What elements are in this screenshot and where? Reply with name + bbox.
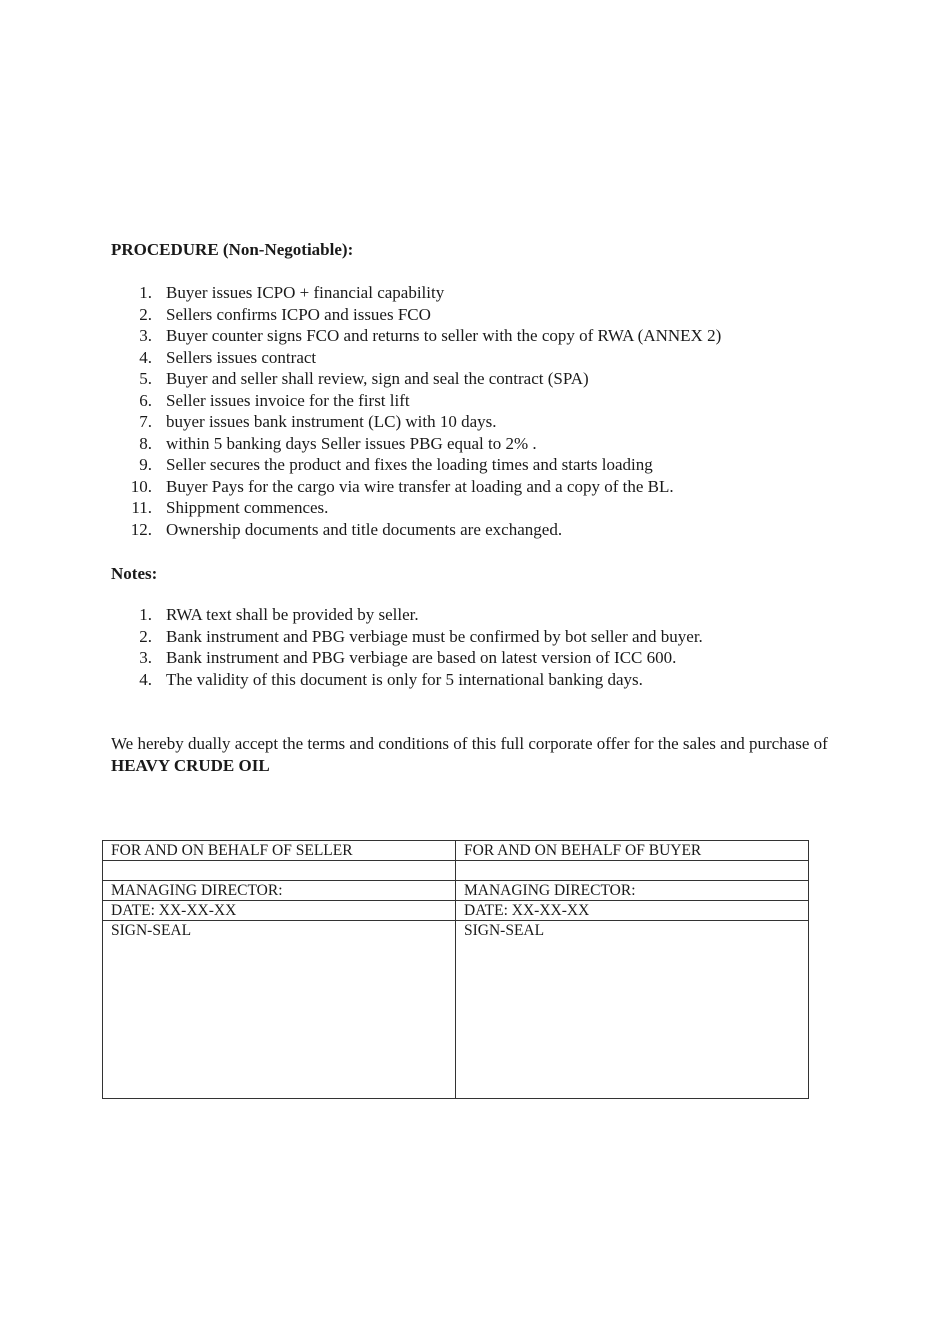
item-number: 3. (139, 326, 152, 345)
item-text: Sellers confirms ICPO and issues FCO (166, 304, 431, 324)
procedure-item (111, 282, 721, 304)
item-number: 4. (139, 347, 152, 367)
item-number: 6. (139, 390, 152, 410)
notes-list (111, 604, 703, 690)
note-item (111, 669, 703, 691)
item-text: Seller issues invoice for the first lift (166, 390, 410, 410)
item-number: 1. (139, 605, 152, 624)
note-item (111, 647, 703, 669)
procedure-heading: PROCEDURE (Non-Negotiable): (111, 240, 354, 259)
item-text: Buyer Pays for the cargo via wire transfer at loading and a copy of the BL. (166, 476, 674, 496)
item-number: 11. (131, 498, 152, 517)
procedure-item (111, 519, 721, 541)
item-text: Buyer counter signs FCO and returns to seller with the copy of RWA (ANNEX 2) (166, 326, 722, 345)
seller-header-cell: FOR AND ON BEHALF OF SELLER (103, 841, 456, 861)
item-text: Buyer and seller shall review, sign and seal the contract (SPA) (166, 369, 589, 388)
item-text: Bank instrument and PBG verbiage are based on latest version of ICC 600. (166, 648, 677, 667)
table-row (103, 921, 809, 1099)
item-number: 8. (139, 433, 152, 453)
procedure-item (111, 304, 721, 326)
item-number: 7. (139, 412, 152, 431)
item-text: within 5 banking days Seller issues PBG equal to 2% . (166, 433, 537, 453)
item-text: Sellers issues contract (166, 347, 317, 367)
procedure-item (111, 368, 721, 390)
buyer-sign-cell: SIGN-SEAL (456, 921, 809, 1099)
procedure-item (111, 390, 721, 412)
item-text: The validity of this document is only for 5 international banking days. (166, 669, 643, 689)
product-name: HEAVY CRUDE OIL (111, 755, 270, 775)
acceptance-paragraph (111, 733, 851, 776)
buyer-header-cell: FOR AND ON BEHALF OF BUYER (456, 841, 809, 861)
procedure-list (111, 282, 721, 540)
procedure-item (111, 476, 721, 498)
item-text: buyer issues bank instrument (LC) with 10 days. (166, 412, 497, 431)
procedure-item (111, 325, 721, 347)
item-number: 9. (139, 455, 152, 474)
table-row (103, 861, 809, 881)
item-number: 2. (139, 626, 152, 646)
seller-blank-cell (103, 861, 456, 881)
procedure-item (111, 497, 721, 519)
procedure-item (111, 433, 721, 455)
item-number: 4. (139, 669, 152, 689)
procedure-item (111, 411, 721, 433)
notes-heading: Notes: (111, 564, 158, 583)
seller-date-cell: DATE: XX-XX-XX (103, 901, 456, 921)
seller-director-cell: MANAGING DIRECTOR: (103, 881, 456, 901)
item-number: 1. (139, 283, 152, 302)
seller-sign-cell: SIGN-SEAL (103, 921, 456, 1099)
item-text: RWA text shall be provided by seller. (166, 605, 419, 624)
procedure-item (111, 347, 721, 369)
acceptance-text: We hereby dually accept the terms and conditions of this full corporate offer for the sales and purchase of (111, 734, 828, 753)
note-item (111, 626, 703, 648)
buyer-director-cell: MANAGING DIRECTOR: (456, 881, 809, 901)
table-row (103, 901, 809, 921)
buyer-blank-cell (456, 861, 809, 881)
procedure-item (111, 454, 721, 476)
item-text: Bank instrument and PBG verbiage must be confirmed by bot seller and buyer. (166, 626, 703, 646)
item-text: Ownership documents and title documents are exchanged. (166, 519, 563, 539)
table-row (103, 841, 809, 861)
item-number: 12. (130, 519, 152, 539)
table-row (103, 881, 809, 901)
item-number: 5. (139, 369, 152, 388)
note-item (111, 604, 703, 626)
item-number: 3. (139, 648, 152, 667)
item-number: 2. (139, 304, 152, 324)
item-text: Shippment commences. (166, 498, 329, 517)
item-number: 10. (130, 476, 152, 496)
buyer-date-cell: DATE: XX-XX-XX (456, 901, 809, 921)
item-text: Buyer issues ICPO + financial capability (166, 283, 445, 302)
signature-table (102, 840, 809, 1099)
item-text: Seller secures the product and fixes the loading times and starts loading (166, 455, 653, 474)
